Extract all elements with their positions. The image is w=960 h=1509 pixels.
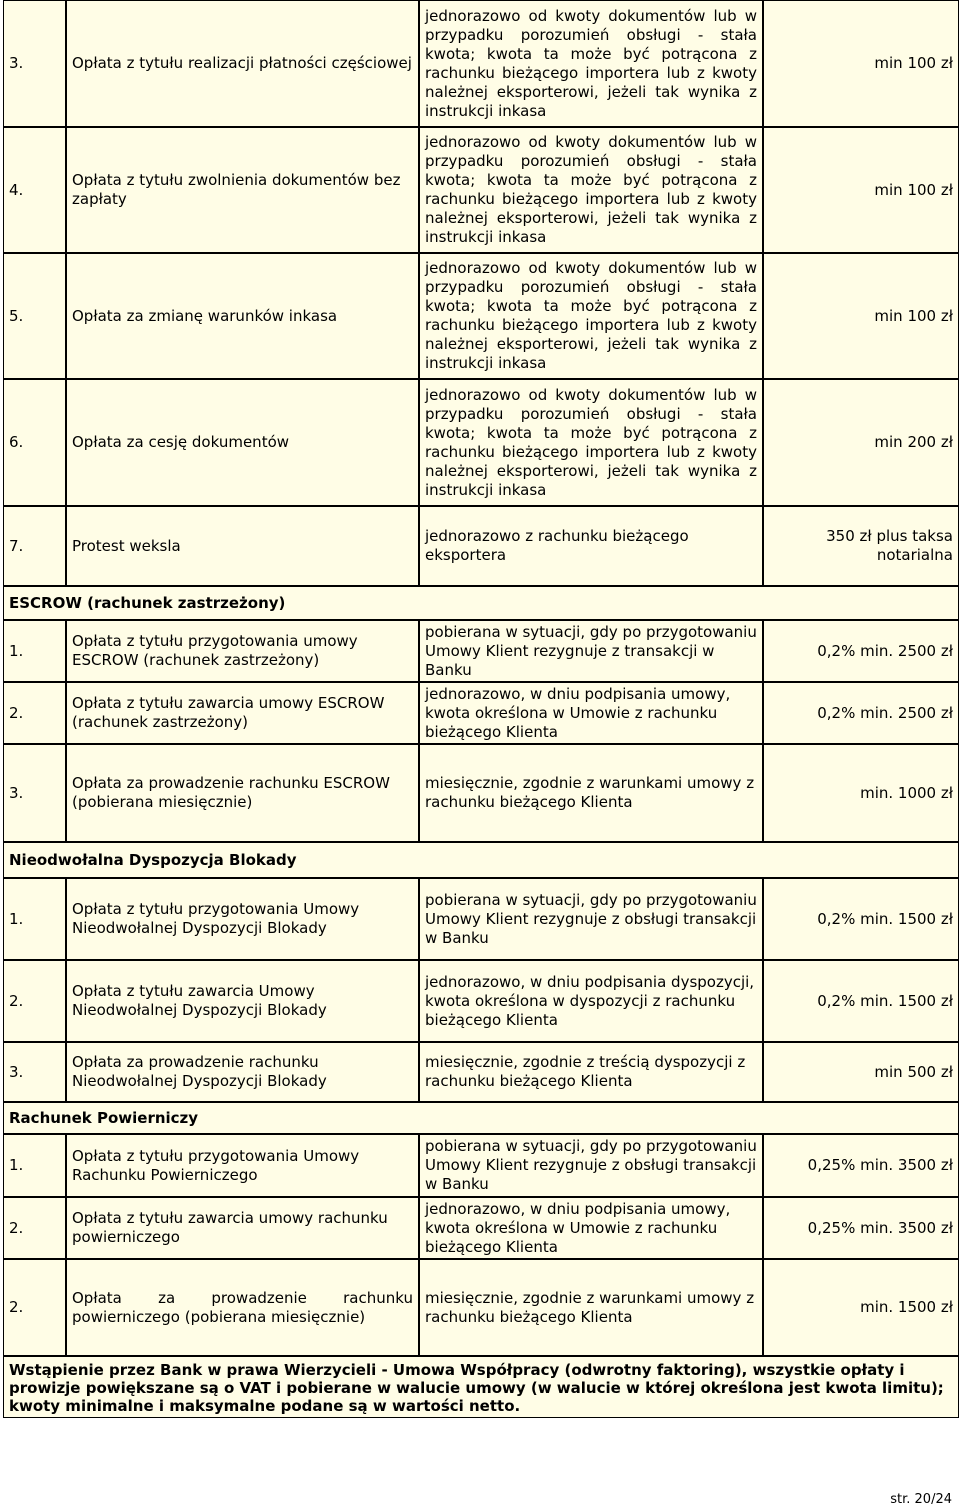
fee-description: Opłata za prowadzenie rachunku Nieodwołalnej Dyspozycji Blokady	[66, 1042, 419, 1102]
row-number: 2.	[3, 1197, 66, 1259]
fee-description: Opłata za cesję dokumentów	[66, 379, 419, 506]
row-number: 3.	[3, 0, 66, 127]
fee-description: Opłata z tytułu zawarcia umowy rachunku powierniczego	[66, 1197, 419, 1259]
fee-collection-method: pobierana w sytuacji, gdy po przygotowaniu Umowy Klient rezygnuje z transakcji w Banku	[419, 620, 763, 682]
row-number: 1.	[3, 620, 66, 682]
page-number: str. 20/24	[890, 1492, 952, 1507]
fee-collection-method: jednorazowo od kwoty dokumentów lub w przypadku porozumień obsługi - stała kwota; kwota ta może być potrącona z rachunku bieżącego importera lub z kwoty należnej eksporterowi, jeżeli tak wynika z instrukcji inkasa	[419, 253, 763, 379]
fee-description: Opłata z tytułu przygotowania umowy ESCROW (rachunek zastrzeżony)	[66, 620, 419, 682]
fee-description: Opłata z tytułu zawarcia umowy ESCROW (rachunek zastrzeżony)	[66, 682, 419, 744]
fee-amount: min 200 zł	[763, 379, 959, 506]
row-number: 6.	[3, 379, 66, 506]
fee-amount: 0,2% min. 2500 zł	[763, 682, 959, 744]
section-heading-escrow: ESCROW (rachunek zastrzeżony)	[3, 586, 959, 620]
fee-collection-method: jednorazowo, w dniu podpisania umowy, kwota określona w Umowie z rachunku bieżącego Klienta	[419, 682, 763, 744]
fee-amount: 0,2% min. 2500 zł	[763, 620, 959, 682]
row-number: 4.	[3, 127, 66, 253]
fee-collection-method: pobierana w sytuacji, gdy po przygotowaniu Umowy Klient rezygnuje z obsługi transakcji w Banku	[419, 878, 763, 960]
fee-amount: min. 1000 zł	[763, 744, 959, 842]
row-number: 2.	[3, 682, 66, 744]
fee-collection-method: jednorazowo, w dniu podpisania umowy, kwota określona w Umowie z rachunku bieżącego Klienta	[419, 1197, 763, 1259]
fee-amount: min 100 zł	[763, 0, 959, 127]
row-number: 5.	[3, 253, 66, 379]
fee-collection-method: jednorazowo z rachunku bieżącego eksportera	[419, 506, 763, 586]
row-number: 1.	[3, 1134, 66, 1197]
fee-collection-method: jednorazowo od kwoty dokumentów lub w przypadku porozumień obsługi - stała kwota; kwota ta może być potrącona z rachunku bieżącego importera lub z kwoty należnej eksporterowi, jeżeli tak wynika z instrukcji inkasa	[419, 379, 763, 506]
section-heading-ndb: Nieodwołalna Dyspozycja Blokady	[3, 842, 959, 878]
fee-collection-method: pobierana w sytuacji, gdy po przygotowaniu Umowy Klient rezygnuje z obsługi transakcji w Banku	[419, 1134, 763, 1197]
fee-amount: min 100 zł	[763, 253, 959, 379]
fee-collection-method: miesięcznie, zgodnie z warunkami umowy z rachunku bieżącego Klienta	[419, 1259, 763, 1356]
row-number: 3.	[3, 744, 66, 842]
fee-amount: 0,25% min. 3500 zł	[763, 1134, 959, 1197]
fee-description: Opłata z tytułu zwolnienia dokumentów bez zapłaty	[66, 127, 419, 253]
row-number: 7.	[3, 506, 66, 586]
fee-amount: min 100 zł	[763, 127, 959, 253]
fee-amount: 0,25% min. 3500 zł	[763, 1197, 959, 1259]
fee-collection-method: jednorazowo, w dniu podpisania dyspozycji, kwota określona w dyspozycji z rachunku bieżącego Klienta	[419, 960, 763, 1042]
section-heading-trust-account: Rachunek Powierniczy	[3, 1102, 959, 1134]
fee-amount: 0,2% min. 1500 zł	[763, 878, 959, 960]
fee-description: Protest weksla	[66, 506, 419, 586]
fee-collection-method: jednorazowo od kwoty dokumentów lub w przypadku porozumień obsługi - stała kwota; kwota ta może być potrącona z rachunku bieżącego importera lub z kwoty należnej eksporterowi, jeżeli tak wynika z instrukcji inkasa	[419, 127, 763, 253]
fee-description: Opłata za zmianę warunków inkasa	[66, 253, 419, 379]
fee-collection-method: jednorazowo od kwoty dokumentów lub w przypadku porozumień obsługi - stała kwota; kwota ta może być potrącona z rachunku bieżącego importera lub z kwoty należnej eksporterowi, jeżeli tak wynika z instrukcji inkasa	[419, 0, 763, 127]
fee-amount: 0,2% min. 1500 zł	[763, 960, 959, 1042]
fee-description: Opłata za prowadzenie rachunku ESCROW (pobierana miesięcznie)	[66, 744, 419, 842]
row-number: 2.	[3, 1259, 66, 1356]
row-number: 3.	[3, 1042, 66, 1102]
row-number: 1.	[3, 878, 66, 960]
fee-amount: 350 zł plus taksa notarialna	[763, 506, 959, 586]
row-number: 2.	[3, 960, 66, 1042]
fee-description: Opłata za prowadzenie rachunku powierniczego (pobierana miesięcznie)	[66, 1259, 419, 1356]
fee-description: Opłata z tytułu przygotowania Umowy Rachunku Powierniczego	[66, 1134, 419, 1197]
vat-note: Wstąpienie przez Bank w prawa Wierzycieli - Umowa Współpracy (odwrotny faktoring), wszystkie opłaty i prowizje powiększane są o VAT i pobierane w walucie umowy (w walucie w której określona jest kwota limitu); kwoty minimalne i maksymalne podane są w wartości netto.	[3, 1356, 959, 1418]
fee-description: Opłata z tytułu zawarcia Umowy Nieodwołalnej Dyspozycji Blokady	[66, 960, 419, 1042]
fee-collection-method: miesięcznie, zgodnie z treścią dyspozycji z rachunku bieżącego Klienta	[419, 1042, 763, 1102]
fee-amount: min 500 zł	[763, 1042, 959, 1102]
fee-description: Opłata z tytułu przygotowania Umowy Nieodwołalnej Dyspozycji Blokady	[66, 878, 419, 960]
fee-amount: min. 1500 zł	[763, 1259, 959, 1356]
fee-description: Opłata z tytułu realizacji płatności częściowej	[66, 0, 419, 127]
fee-collection-method: miesięcznie, zgodnie z warunkami umowy z rachunku bieżącego Klienta	[419, 744, 763, 842]
